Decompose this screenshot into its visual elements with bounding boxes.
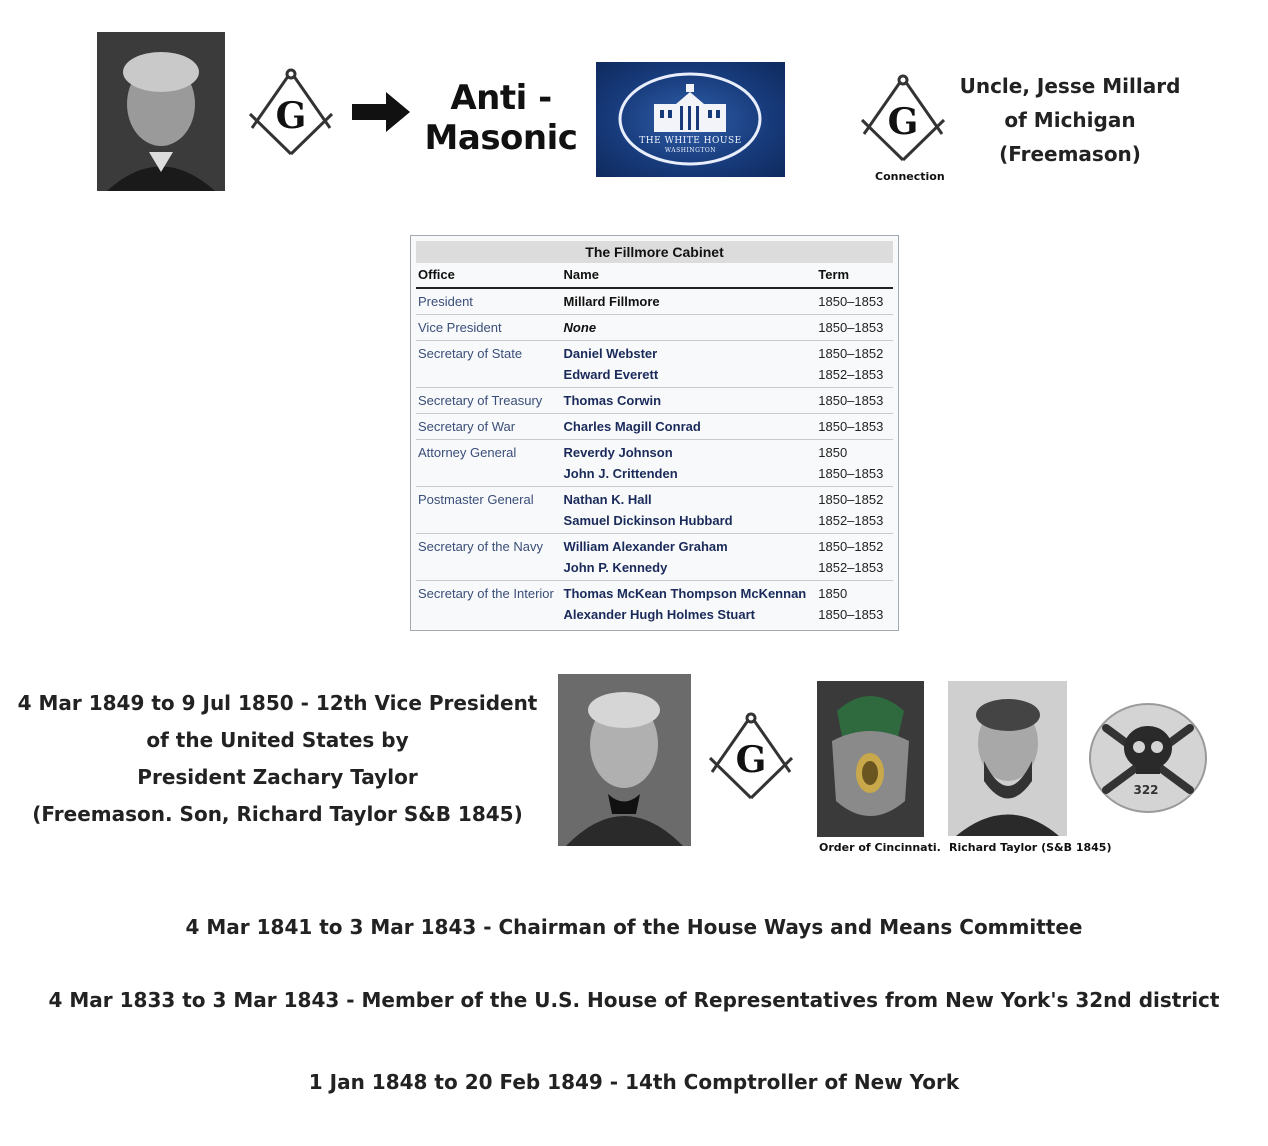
- name-link[interactable]: William Alexander Graham: [563, 539, 728, 554]
- table-row: [416, 414, 893, 440]
- name-cell: None: [563, 320, 597, 335]
- mason-letter: G: [275, 95, 307, 137]
- header-term: Term: [818, 267, 850, 282]
- office-link[interactable]: Secretary of State: [418, 346, 523, 361]
- uncle-text: [955, 69, 1185, 171]
- fillmore-cabinet-table: [410, 235, 899, 631]
- masonic-emblem-icon: [246, 66, 336, 158]
- term-cell: 1850–1853: [818, 320, 884, 335]
- term-cell: 1850: [818, 445, 848, 460]
- table-row: [416, 341, 893, 388]
- name-link[interactable]: Alexander Hugh Holmes Stuart: [563, 607, 755, 622]
- white-house-text: THE WHITE HOUSE: [639, 136, 742, 146]
- name-link[interactable]: Daniel Webster: [563, 346, 658, 361]
- richard-taylor-caption: Richard Taylor (S&B 1845): [949, 841, 1112, 854]
- masonic-emblem-icon: [858, 72, 948, 164]
- skull-number: 322: [1133, 783, 1159, 797]
- header-name: Name: [563, 267, 599, 282]
- table-row: [416, 315, 893, 341]
- order-of-cincinnati-badge: [817, 681, 924, 837]
- vice-president-text: [10, 685, 545, 833]
- vp-line-3: President Zachary Taylor: [137, 765, 418, 789]
- table-row: [416, 487, 893, 534]
- name-link[interactable]: Thomas Corwin: [563, 393, 662, 408]
- term-cell: 1850–1852: [818, 492, 884, 507]
- uncle-line-1: Uncle, Jesse Millard: [959, 74, 1181, 98]
- anti-masonic-label: [424, 78, 578, 158]
- term-cell: 1852–1853: [818, 367, 884, 382]
- term-cell: 1850: [818, 586, 848, 601]
- office-link[interactable]: Secretary of War: [418, 419, 516, 434]
- arrow-right-icon: [352, 92, 410, 132]
- name-link[interactable]: Samuel Dickinson Hubbard: [563, 513, 733, 528]
- mason-letter: G: [887, 101, 919, 143]
- connection-caption: Connection: [875, 170, 945, 183]
- term-cell: 1850–1853: [818, 294, 884, 309]
- office-link[interactable]: Secretary of Treasury: [418, 393, 543, 408]
- name-link[interactable]: Charles Magill Conrad: [563, 419, 701, 434]
- name-link[interactable]: John P. Kennedy: [563, 560, 668, 575]
- term-cell: 1852–1853: [818, 560, 884, 575]
- white-house-subtext: WASHINGTON: [664, 147, 717, 154]
- name-link[interactable]: Reverdy Johnson: [563, 445, 673, 460]
- cabinet-header-row: [416, 263, 893, 289]
- table-row: [416, 289, 893, 315]
- richard-taylor-portrait: [948, 681, 1067, 836]
- term-cell: 1850–1852: [818, 539, 884, 554]
- masonic-emblem-icon: [706, 710, 796, 802]
- name-link[interactable]: Thomas McKean Thompson McKennan: [563, 586, 807, 601]
- name-link[interactable]: Edward Everett: [563, 367, 659, 382]
- term-cell: 1850–1853: [818, 466, 884, 481]
- term-cell: 1852–1853: [818, 513, 884, 528]
- white-house-logo: [596, 62, 785, 177]
- name-link[interactable]: Nathan K. Hall: [563, 492, 652, 507]
- skull-and-bones-icon: [1088, 702, 1208, 814]
- vp-line-4: (Freemason. Son, Richard Taylor S&B 1845): [32, 802, 523, 826]
- cabinet-title: The Fillmore Cabinet: [416, 241, 893, 263]
- cincinnati-caption: Order of Cincinnati.: [819, 841, 941, 854]
- office-link[interactable]: Attorney General: [418, 445, 517, 460]
- term-cell: 1850–1853: [818, 419, 884, 434]
- anti-line-1: Anti -: [450, 78, 552, 118]
- term-cell: 1850–1853: [818, 393, 884, 408]
- table-row: [416, 534, 893, 581]
- vp-line-2: of the United States by: [146, 728, 409, 752]
- header-office: Office: [418, 267, 455, 282]
- term-cell: 1850–1852: [818, 346, 884, 361]
- career-line-1: 4 Mar 1841 to 3 Mar 1843 - Chairman of the House Ways and Means Committee: [185, 915, 1083, 939]
- office-link[interactable]: Postmaster General: [418, 492, 534, 507]
- career-line-2: 4 Mar 1833 to 3 Mar 1843 - Member of the U.S. House of Representatives from New York's 32nd district: [48, 988, 1220, 1012]
- anti-line-2: Masonic: [424, 118, 578, 158]
- office-link[interactable]: Secretary of the Interior: [418, 586, 554, 601]
- table-row: [416, 388, 893, 414]
- uncle-line-2: of Michigan: [1004, 108, 1136, 132]
- uncle-line-3: (Freemason): [999, 142, 1141, 166]
- career-line-3: 1 Jan 1848 to 20 Feb 1849 - 14th Comptroller of New York: [308, 1070, 960, 1094]
- zachary-taylor-portrait: [558, 674, 691, 846]
- mason-letter: G: [735, 739, 767, 781]
- office-link[interactable]: Secretary of the Navy: [418, 539, 543, 554]
- table-row: [416, 581, 893, 627]
- name-link[interactable]: Millard Fillmore: [563, 294, 660, 309]
- office-link[interactable]: Vice President: [418, 320, 502, 335]
- table-row: [416, 440, 893, 487]
- name-link[interactable]: John J. Crittenden: [563, 466, 678, 481]
- millard-fillmore-portrait: [97, 32, 225, 191]
- office-link[interactable]: President: [418, 294, 473, 309]
- term-cell: 1850–1853: [818, 607, 884, 622]
- vp-line-1: 4 Mar 1849 to 9 Jul 1850 - 12th Vice President: [17, 691, 538, 715]
